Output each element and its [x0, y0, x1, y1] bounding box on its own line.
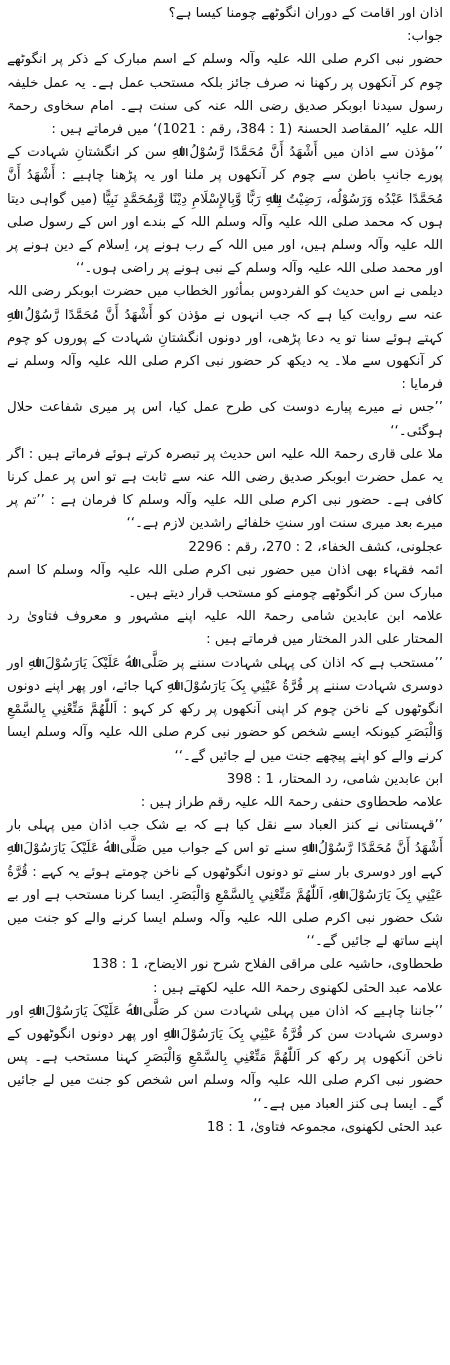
reference: عجلونی، کشف الخفاء، 2 : 270، رقم : 2296	[188, 539, 443, 555]
reference: ابن عابدین شامی، رد المحتار، 1 : 398	[226, 771, 443, 787]
paragraph: ملا علی قاری رحمۃ اللہ علیہ اس حدیث پر تبصرہ کرتے ہوئے فرماتے ہیں : اگر یہ عمل حضرت ابوبکر صدیق رضی اللہ عنہ سے ثابت ہے تو اس پر عمل کرنا کافی ہے۔ حضور نبی اکرم صلی اللہ علیہ وآلہ وسلم کا فرمان ہے : ’’تم پر میرے بعد میری سنت اور سنتِ خلفائے راشدین لازم ہے۔‘‘	[7, 446, 443, 532]
reference: طحطاوی، حاشیہ علی مراقی الفلاح شرح نور الایضاح، 1 : 138	[91, 957, 443, 973]
paragraph: حضور نبی اکرم صلی اللہ علیہ وآلہ وسلم کے اسم مبارک کے ذکر پر انگوٹھے چوم کر آنکھوں پر رکھنا نہ صرف جائز بلکہ مستحب عمل ہے۔ یہ عمل خلیفہ رسول سیدنا ابوبکر صدیق رضی اللہ عنہ کی سنت ہے۔ امام سخاوی رحمۃ اللہ علیہ ’المقاصد الحسنۃ (1 : 384، رقم : 1021)‘ میں فرماتے ہیں :	[7, 52, 443, 138]
paragraph: علامہ عبد الحئی لکھنوی رحمۃ اللہ علیہ لکھتے ہیں :	[153, 980, 443, 996]
quotation: ’’قہستانی نے کنز العباد سے نقل کیا ہے کہ بے شک جب اذان میں پہلی بار أَشْهَدُ أَنَّ مُحَمَّدًا رَّسُوْلُ اﷲِ سنے تو اس کے جواب میں صَلَّی اﷲُ عَلَيْکَ يَارَسُوْلَ اﷲِ کہے اور دوسری بار سنے تو دونوں انگوٹھوں کے ناخن چومتے ہوئے یہ کہے : قُرَّةُ عَيْنِي بِکَ يَارَسُوْلَ اﷲِ، اَللّٰهُمَّ مَتِّعْنِي بِالسَّمْعِ وَالْبَصَرِ. ایسا کرنا مستحب ہے اور بے شک حضور نبی اکرم صلی اللہ علیہ وآلہ وسلم ایسا کرنے والے کو جنت میں اپنے ساتھ لے جائیں گے۔‘‘	[7, 818, 443, 950]
quotation: ’’مؤذن سے اذان میں أَشْهَدُ أَنَّ مُحَمَّدًا رَّسُوْلُ اﷲِ سن کر انگشتانِ شہادت کے پورے جانبِ باطن سے چوم کر آنکھوں پر ملنا اور یہ پڑھنا چاہیے : أَشْهَدُ أَنَّ مُحَمَّدًا عَبْدُه وَرَسُوْلُه، رَضِيْتُ بِاﷲِ رَبًّا وَّبِالإِسْلَامِ دِيْنًا وَّبِمُحَمَّدٍ نَبِيًّا (میں گواہی دیتا ہوں کہ محمد صلی اللہ علیہ وآلہ وسلم اللہ کے بندے اور اس کے رسول صلی اللہ علیہ وآلہ وسلم ہیں، اور میں اللہ کے رب ہونے پر، اِسلام کے دین ہونے پر اور محمد صلی اللہ علیہ وآلہ وسلم کے نبی ہونے پر راضی ہوں۔‘‘	[7, 145, 443, 277]
quotation: ’’مستحب ہے کہ اذان کی پہلی شہادت سننے پر صَلَّی اﷲُ عَلَيْکَ يَارَسُوْلَ اﷲِ اور دوسری شہادت سننے پر قُرَّةُ عَيْنِي بِکَ يَارَسُوْلَ اﷲِ کہا جائے، اور پھر اپنے دونوں انگوٹھوں کے ناخن چوم کر اپنی آنکھوں پر رکھ کر کہو : اَللّٰهُمَّ مَتِّعْنِي بِالسَّمْعِ وَالْبَصَرِ کیونکہ ایسے شخص کو حضور نبی کرم صلی اللہ علیہ وآلہ وسلم ایسا کرنے والے کو اپنے پیچھے جنت میں لے جائیں گے۔‘‘	[7, 655, 443, 764]
paragraph: علامہ طحطاوی حنفی رحمۃ اللہ علیہ رقم طراز ہیں :	[140, 794, 443, 810]
reference: عبد الحئی لکھنوی، مجموعہ فتاویٰ، 1 : 18	[206, 1119, 443, 1135]
paragraph: علامہ ابن عابدین شامی رحمۃ اللہ علیہ اپنے مشہور و معروف فتاویٰ رد المحتار علی الدر المختار میں فرماتے ہیں :	[7, 609, 443, 648]
question-title: اذان اور اقامت کے دوران انگوٹھے چومنا کیسا ہے؟	[168, 6, 443, 21]
quotation: ’’جاننا چاہیے کہ اذان میں پہلی شہادت سن کر صَلَّی اﷲُ عَلَيْکَ يَارَسُوْلَ اﷲِ اور دوسری شہادت سن کر قُرَّةُ عَيْنِي بِکَ يَارَسُوْلَ اﷲِ اور پھر دونوں انگوٹھوں کے ناخن آنکھوں پر رکھ کر اَللّٰهُمَّ مَتِّعْنِي بِالسَّمْعِ وَالْبَصَرِ کہنا مستحب ہے۔ پس حضور نبی اکرم صلی اللہ علیہ وآلہ وسلم اس شخص کو جنت میں لے جائیں گے۔ ایسا ہی کنز العباد میں ہے۔‘‘	[7, 1003, 443, 1112]
paragraph: دیلمی نے اس حدیث کو الفردوس بمأثور الخطاب میں حضرت ابوبکر رضی اللہ عنہ سے روایت کیا ہے کہ جب انہوں نے مؤذن کو أَشْهَدُ أَنَّ مُحَمَّدًا رَّسُوْلُ اﷲِ کہتے ہوئے سنا تو یہ دعا پڑھی، اور دونوں انگشتانِ شہادت کے پوروں کو چوم کر آنکھوں سے ملا۔ یہ دیکھ کر حضور نبی اکرم صلی اللہ علیہ وآلہ وسلم نے فرمایا :	[7, 284, 443, 393]
answer-label: جواب:	[406, 29, 443, 45]
paragraph: ائمہ فقہاء بھی اذان میں حضور نبی اکرم صلی اللہ علیہ وآلہ وسلم کا اسم مبارک سن کر انگوٹھے چومنے کو مستحب قرار دیتے ہیں۔	[7, 562, 443, 602]
quotation: ’’جس نے میرے پیارے دوست کی طرح عمل کیا، اس پر میری شفاعت حلال ہوگئی۔‘‘	[7, 400, 443, 439]
